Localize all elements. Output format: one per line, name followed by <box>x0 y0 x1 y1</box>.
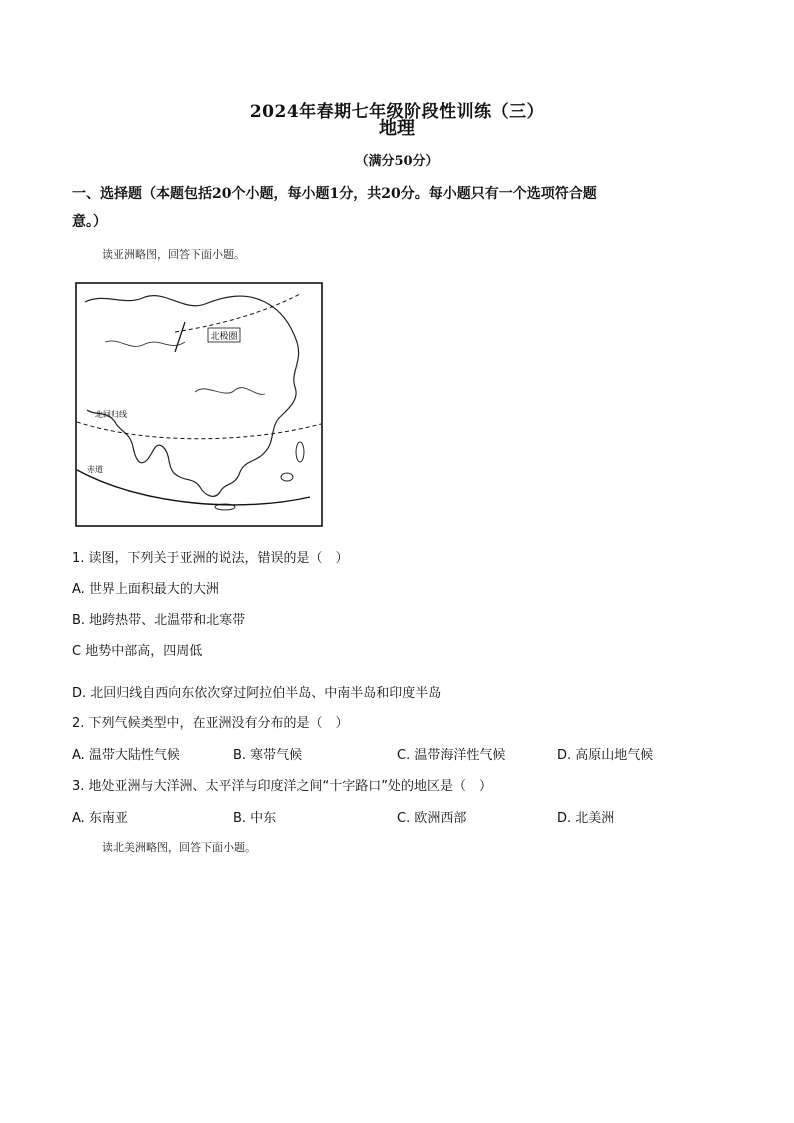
section-heading-cont: 意。） <box>72 214 107 230</box>
question-3-option-c[interactable]: C. 欧洲西部 <box>397 811 467 826</box>
section-heading: 一、选择题（本题包括20个小题，每小题1分，共20分。每小题只有一个选项符合题 <box>72 186 597 202</box>
question-1-option-d[interactable]: D. 北回归线自西向东依次穿过阿拉伯半岛、中南半岛和印度半岛 <box>72 686 442 701</box>
asia-map <box>75 282 323 527</box>
question-3-option-b[interactable]: B. 中东 <box>233 811 277 826</box>
question-3-option-a[interactable]: A. 东南亚 <box>72 811 128 826</box>
question-1-option-a[interactable]: A. 世界上面积最大的大洲 <box>72 582 219 597</box>
page-title: 2024年春期七年级阶段性训练（三） <box>249 102 545 122</box>
subject-heading: 地理 <box>379 118 415 139</box>
question-3-option-d[interactable]: D. 北美洲 <box>557 811 615 826</box>
question-2-stem: 2. 下列气候类型中，在亚洲没有分布的是（ ） <box>72 716 349 731</box>
reading-instruction-north-america: 读北美洲略图，回答下面小题。 <box>102 841 256 854</box>
question-1-stem: 1. 读图，下列关于亚洲的说法，错误的是（ ） <box>72 551 349 566</box>
reading-instruction-asia: 读亚洲略图，回答下面小题。 <box>102 248 245 261</box>
question-1-option-c[interactable]: C 地势中部高，四周低 <box>72 644 203 659</box>
question-1-option-b[interactable]: B. 地跨热带、北温带和北寒带 <box>72 613 246 628</box>
label-equator: 赤道 <box>87 465 103 474</box>
question-2-option-d[interactable]: D. 高原山地气候 <box>557 748 654 763</box>
question-2-option-b[interactable]: B. 寒带气候 <box>233 748 303 763</box>
score-note: （满分50分） <box>355 154 439 169</box>
question-2-option-a[interactable]: A. 温带大陆性气候 <box>72 748 180 763</box>
label-tropic: 北回归线 <box>95 410 127 419</box>
question-3-stem: 3. 地处亚洲与大洋洲、太平洋与印度洋之间“十字路口”处的地区是（ ） <box>72 779 493 794</box>
question-2-option-c[interactable]: C. 温带海洋性气候 <box>397 748 506 763</box>
label-north-pole: 北极圈 <box>210 332 238 342</box>
